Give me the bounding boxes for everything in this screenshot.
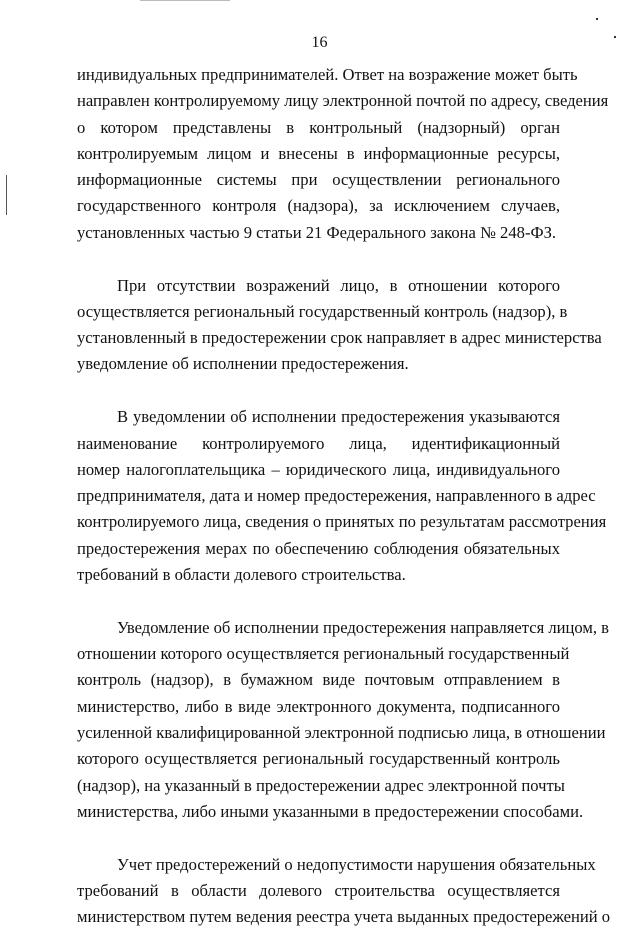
text-line: предпринимателя, дата и номер предостережения, направленного в адрес	[77, 486, 596, 506]
text-line: наименование контролируемого лица, идентификационный	[77, 433, 560, 453]
text-line: Уведомление об исполнении предостережения направляется лицом, в	[117, 617, 610, 637]
text-line: министерством путем ведения реестра учета выданных предостережений о	[77, 907, 611, 927]
text-line: отношении которого осуществляется региональный государственный	[77, 644, 570, 664]
text-line: установленный в предостережении срок направляет в адрес министерства	[77, 328, 602, 348]
text-line: министерство, либо в виде электронного документа, подписанного	[77, 696, 560, 716]
text-line: государственного контроля (надзора), за исключением случаев,	[77, 196, 560, 216]
text-line: При отсутствии возражений лицо, в отношении которого	[117, 275, 560, 295]
text-line: индивидуальных предпринимателей. Ответ на возражение может быть	[77, 65, 578, 84]
text-line: В уведомлении об исполнении предостережения указываются	[117, 407, 560, 427]
scan-artifact-dot	[596, 18, 598, 20]
paragraph-2	[77, 273, 602, 378]
text-line: информационные системы при осуществлении регионального	[77, 170, 560, 190]
text-line: министерства, либо иными указанными в предостережении способами.	[77, 801, 584, 821]
paragraph-4	[77, 615, 610, 825]
text-line: контролируемым лицом и внесены в информационные ресурсы,	[77, 143, 560, 163]
text-line: о котором представлены в контрольный (надзорный) орган	[77, 117, 560, 137]
text-line: установленных частью 9 статьи 21 Федерального закона № 248-ФЗ.	[77, 222, 557, 242]
scan-artifact-edge	[6, 175, 7, 215]
text-line: Учет предостережений о недопустимости нарушения обязательных	[117, 854, 596, 874]
text-line: предостережения мерах по обеспечению соблюдения обязательных	[77, 538, 560, 558]
text-line: требований в области долевого строительства.	[77, 565, 406, 585]
text-line: номер налогоплательщика – юридического лица, индивидуального	[77, 459, 560, 479]
text-line: которого осуществляется региональный государственный контроль	[77, 749, 560, 769]
paragraph-5	[77, 852, 611, 931]
page-number: 16	[311, 34, 328, 51]
paragraph-1	[77, 62, 609, 246]
paragraph-3	[77, 404, 607, 588]
text-line: требований в области долевого строительства осуществляется	[77, 881, 560, 901]
document-body	[77, 62, 611, 931]
text-line: усиленной квалифицированной электронной подписью лица, в отношении	[77, 723, 606, 743]
text-line: контроль (надзор), в бумажном виде почтовым отправлением в	[77, 670, 560, 690]
text-line: направлен контролируемому лицу электронной почтой по адресу, сведения	[77, 91, 609, 111]
text-line: (надзор), на указанный в предостережении адрес электронной почты	[77, 775, 565, 795]
text-line: контролируемого лица, сведения о принятых по результатам рассмотрения	[77, 512, 607, 532]
text-line: осуществляется региональный государственный контроль (надзор), в	[77, 301, 568, 321]
text-line: уведомление об исполнении предостережения.	[77, 354, 409, 374]
scan-artifact-top	[140, 0, 230, 1]
